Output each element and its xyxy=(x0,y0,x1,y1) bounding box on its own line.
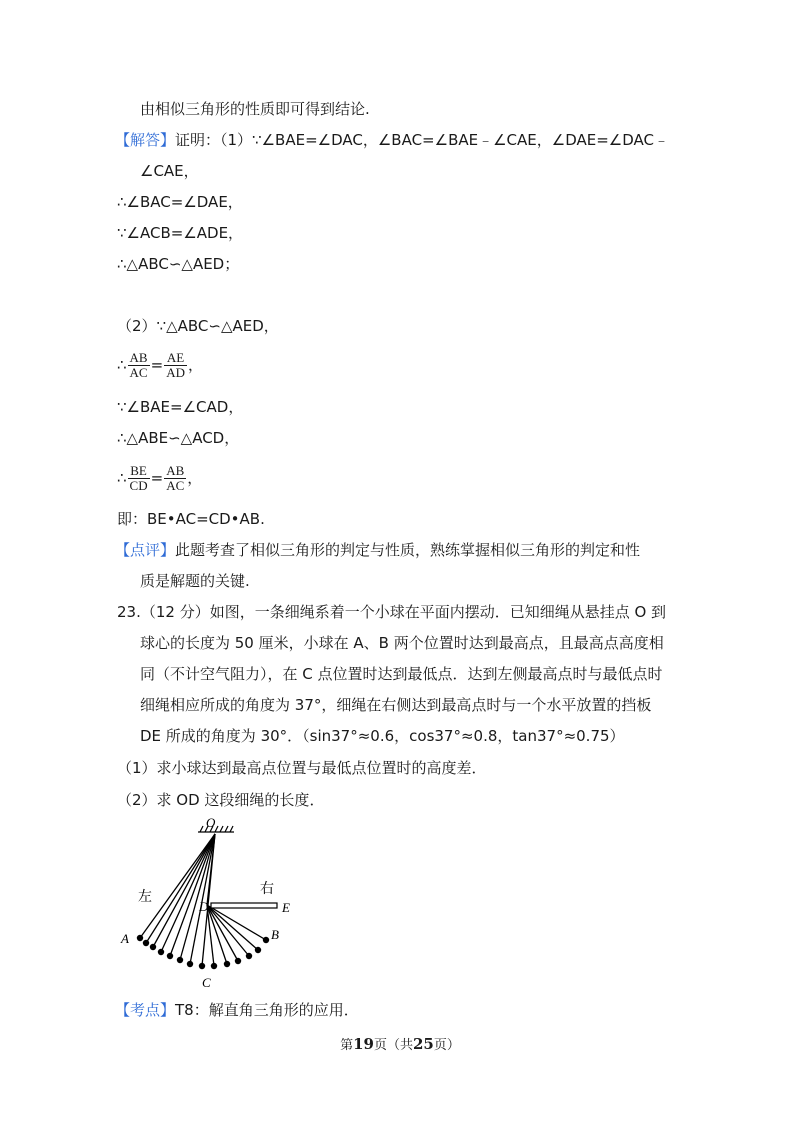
fraction-numerator: BE xyxy=(128,464,150,479)
pendulum-ball xyxy=(150,944,156,950)
pendulum-string xyxy=(140,834,215,938)
question-23-line-2: 球心的长度为 50 厘米，小球在 A、B 两个位置时达到最高点，且最高点高度相 xyxy=(140,634,664,652)
pendulum-ball xyxy=(235,958,241,964)
solution-line-5: ∴△ABC∽△AED； xyxy=(117,255,240,273)
solution-line-6: （2）∵△ABC∽△AED， xyxy=(117,317,279,335)
question-23-line-4: 细绳相应所成的角度为 37°，细绳在右侧达到最高点时与一个水平放置的挡板 xyxy=(140,696,652,714)
pendulum-ball xyxy=(167,953,173,959)
therefore-symbol: ∴ xyxy=(117,469,127,487)
kaodian-text: T8：解直角三角形的应用． xyxy=(175,1001,359,1019)
pendulum-ball xyxy=(137,935,143,941)
question-23-sub-1: （1）求小球达到最高点位置与最低点位置时的高度差． xyxy=(117,759,487,777)
question-23-line-3: 同（不计空气阻力），在 C 点位置时达到最低点．达到左侧最高点时与最低点时 xyxy=(140,665,663,683)
fraction-denominator: CD xyxy=(129,478,148,493)
solution-line-4: ∵∠ACB=∠ADE， xyxy=(117,224,244,242)
solution-line-8: ∴△ABE∽△ACD， xyxy=(117,429,240,447)
equals-sign: = xyxy=(150,469,164,487)
jieda-tag: 【解答】 xyxy=(115,131,176,149)
label-b: B xyxy=(271,927,279,942)
label-d: D xyxy=(199,899,209,914)
page-footer xyxy=(0,1034,800,1053)
ratio-line-1 xyxy=(117,348,203,382)
fraction-numerator: AE xyxy=(164,351,187,366)
pendulum-ball xyxy=(187,961,193,967)
question-23-line-5: DE 所成的角度为 30°．（sin37°≈0.6，cos37°≈0.8，tan37°≈0.75） xyxy=(140,727,625,745)
pendulum-string xyxy=(180,834,215,960)
footer-pre: 第 xyxy=(340,1038,354,1053)
comment-line-1 xyxy=(115,540,640,560)
footer-mid: 页（共 xyxy=(373,1038,413,1053)
pendulum-ball xyxy=(263,937,269,943)
comment-line-2: 质是解题的关键. xyxy=(140,572,250,590)
solution-line-7: ∵∠BAE=∠CAD， xyxy=(117,398,244,416)
pendulum-string xyxy=(207,905,266,940)
therefore-symbol: ∴ xyxy=(117,356,127,374)
solution-text: 证明：（1）∵∠BAE=∠DAC，∠BAC=∠BAE﹣∠CAE，∠DAE=∠DAC﹣ xyxy=(175,131,670,149)
label-o: O xyxy=(206,815,216,830)
kaodian-tag: 【考点】 xyxy=(115,1001,176,1019)
question-23-sub-2: （2）求 OD 这段细绳的长度． xyxy=(117,791,325,809)
fraction-denominator: AC xyxy=(166,478,185,493)
equals-sign: = xyxy=(150,356,164,374)
solution-line-1 xyxy=(115,130,669,150)
baffle-de xyxy=(211,903,277,908)
ratio-line-2 xyxy=(117,461,202,495)
pendulum-ball xyxy=(224,961,230,967)
pendulum-ball xyxy=(211,963,217,969)
solution-line-3: ∴∠BAC=∠DAE， xyxy=(117,193,243,211)
pendulum-figure xyxy=(110,815,310,995)
ceiling-hatch xyxy=(198,826,234,832)
kaodian-line xyxy=(115,1000,359,1020)
pendulum-ball xyxy=(143,940,149,946)
solution-line-9: 即：BE•AC=CD•AB. xyxy=(117,510,265,528)
label-e: E xyxy=(282,900,290,915)
fraction-numerator: AB xyxy=(166,463,185,478)
fraction-denominator: AD xyxy=(166,365,185,380)
pendulum-ball xyxy=(199,963,205,969)
question-23-line-1: 23.（12 分）如图，一条细绳系着一个小球在平面内摆动．已知细绳从悬挂点 O 到 xyxy=(117,603,667,621)
comment-text: 此题考查了相似三角形的判定与性质，熟练掌握相似三角形的判定和性 xyxy=(175,541,641,559)
pendulum-ball xyxy=(177,957,183,963)
pendulum-ball xyxy=(246,953,252,959)
label-c: C xyxy=(202,975,211,990)
label-left: 左 xyxy=(138,890,152,905)
fraction-be-cd xyxy=(128,464,150,493)
page-number: 19 xyxy=(353,1035,374,1053)
comma: ， xyxy=(187,356,203,374)
pendulum-string xyxy=(207,905,249,956)
pendulum-ball xyxy=(158,949,164,955)
pendulum-string xyxy=(161,834,215,952)
fraction-ae-ad xyxy=(164,351,187,380)
total-pages: 25 xyxy=(413,1035,434,1053)
label-right: 右 xyxy=(260,882,274,897)
dianping-tag: 【点评】 xyxy=(115,541,176,559)
comma: ， xyxy=(187,469,203,487)
pendulum-ball xyxy=(255,947,261,953)
analysis-line-1: 由相似三角形的性质即可得到结论. xyxy=(140,100,370,118)
footer-post: 页） xyxy=(433,1038,460,1053)
fraction-denominator: AC xyxy=(129,365,148,380)
fraction-numerator: AB xyxy=(129,350,148,365)
fraction-ab-ac xyxy=(128,351,150,380)
fraction-ab-ac xyxy=(164,464,186,493)
solution-line-2: ∠CAE， xyxy=(140,162,199,180)
label-a: A xyxy=(121,931,129,946)
